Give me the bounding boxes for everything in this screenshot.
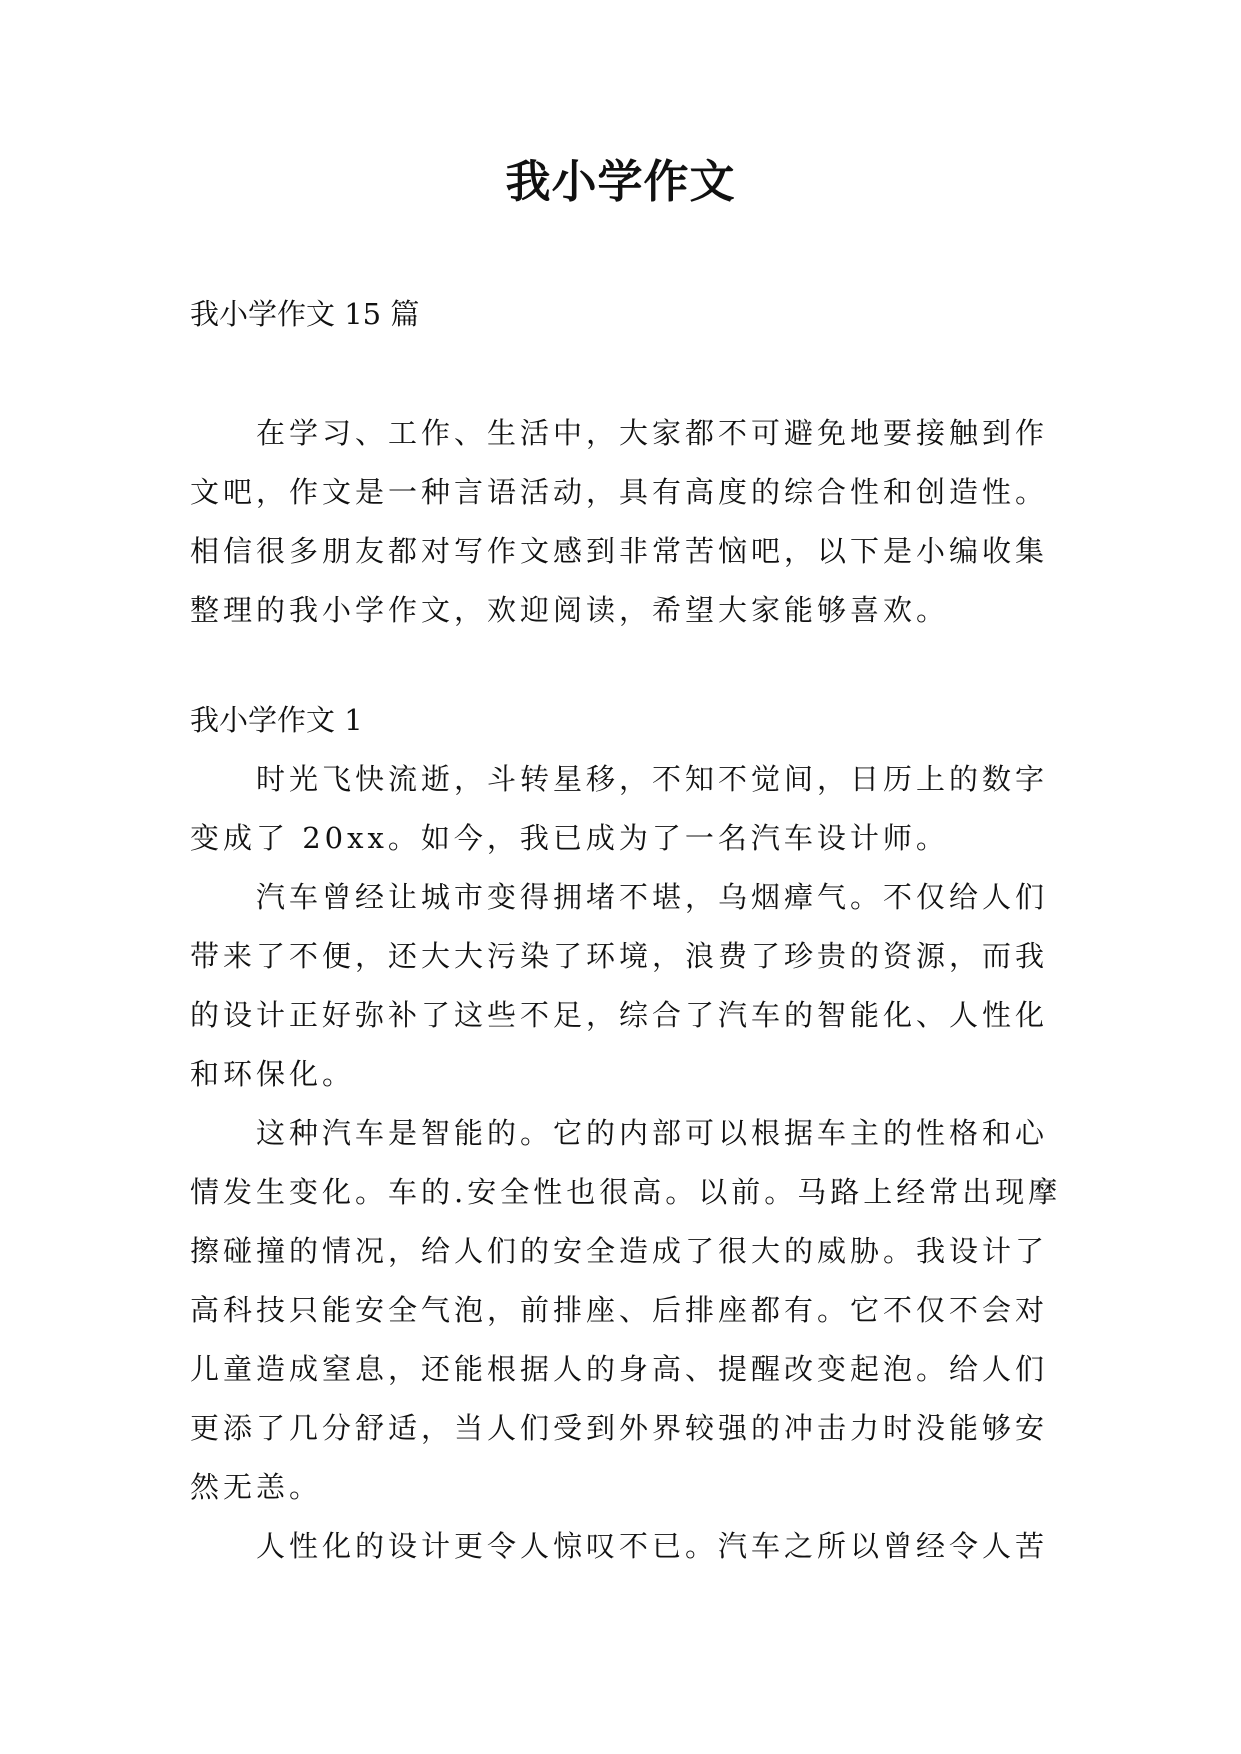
section-title: 我小学作文 1 (190, 703, 363, 737)
essay-paragraph-3: 这种汽车是智能的。它的内部可以根据车主的性格和心情发生变化。车的.安全性也很高。以前。马路上经常出现摩擦碰撞的情况，给人们的安全造成了很大的威胁。我设计了高科技只能安全气泡，前排座、后排座都有。它不仅不会对儿童造成窒息，还能根据人的身高、提醒改变起泡。给人们更添了几分舒适，当人们受到外界较强的冲击力时没能够安然无恙。 (190, 1116, 1062, 1504)
intro-paragraph: 在学习、工作、生活中，大家都不可避免地要接触到作文吧，作文是一种言语活动，具有高度的综合性和创造性。相信很多朋友都对写作文感到非常苦恼吧，以下是小编收集整理的我小学作文，欢迎阅读，希望大家能够喜欢。 (190, 416, 1049, 627)
intro-block (190, 404, 1070, 640)
document-title: 我小学作文 (505, 155, 736, 208)
essay-paragraph-1: 时光飞快流逝，斗转星移，不知不觉间，日历上的数字变成了 20xx。如今，我已成为了一名汽车设计师。 (190, 762, 1049, 855)
essay-paragraph-4: 人性化的设计更令人惊叹不已。汽车之所以曾经令人苦 (256, 1529, 1049, 1563)
essay-body (190, 750, 1070, 1576)
essay-paragraph-2: 汽车曾经让城市变得拥堵不堪，乌烟瘴气。不仅给人们带来了不便，还大大污染了环境，浪费了珍贵的资源，而我的设计正好弥补了这些不足，综合了汽车的智能化、人性化和环保化。 (190, 880, 1049, 1091)
document-subheading: 我小学作文 15 篇 (190, 297, 420, 331)
